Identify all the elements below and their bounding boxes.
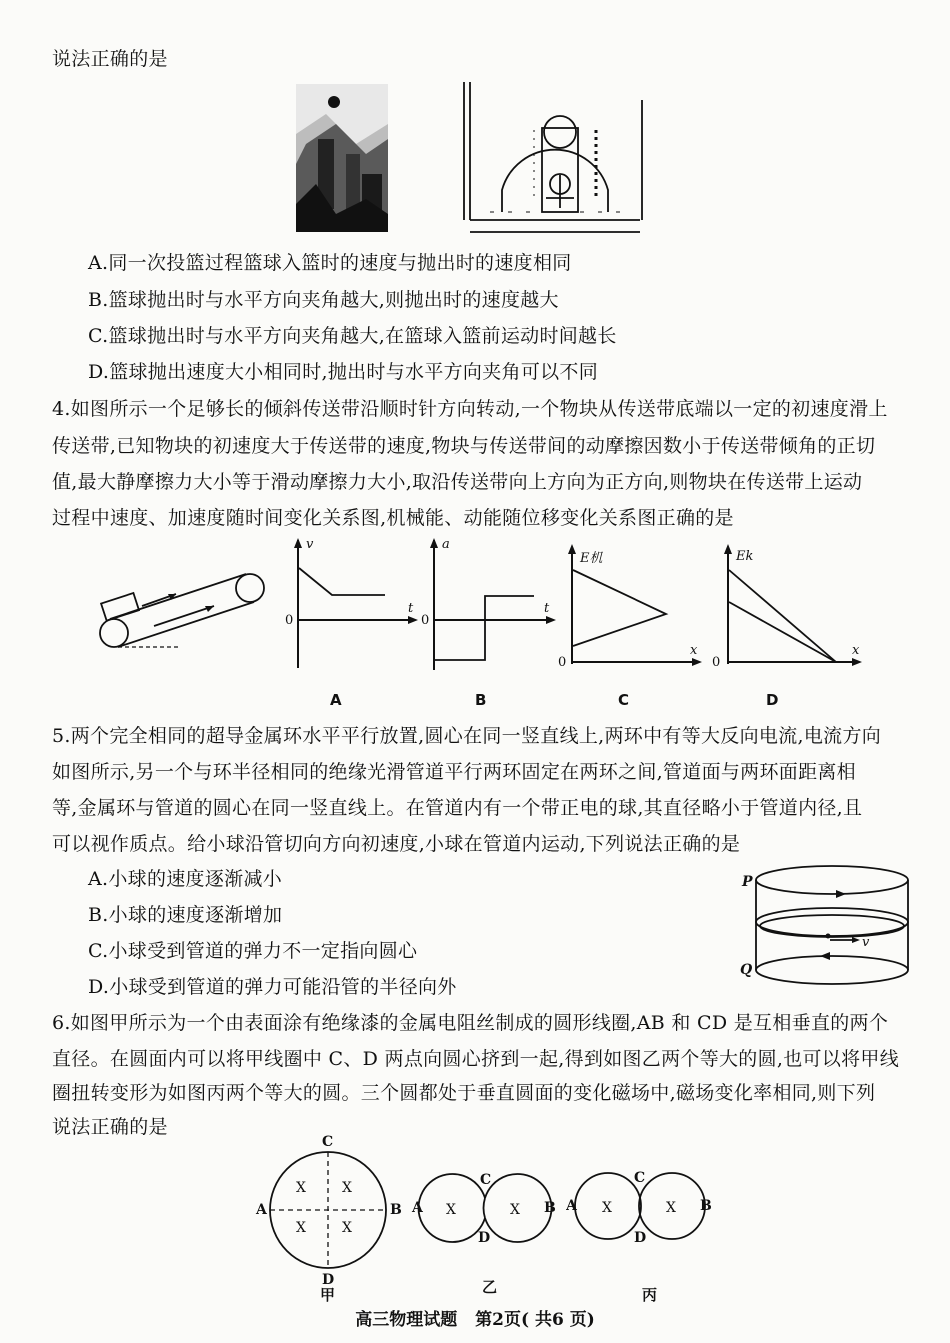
svg-text:X: X xyxy=(666,1200,676,1216)
q5-line-3: 等,金属环与管道的圆心在同一竖直线上。在管道内有一个带正电的球,其直径略小于管道内径,且 xyxy=(52,797,863,819)
svg-text:X: X xyxy=(342,1180,352,1196)
yi-caption: 乙 xyxy=(482,1278,498,1296)
graph-d xyxy=(712,540,872,670)
basketball-photo xyxy=(296,84,388,232)
q6-line-2: 直径。在圆面内可以将甲线圈中 C、D 两点向圆心挤到一起,得到如图乙两个等大的圆,也可以将甲线 xyxy=(52,1048,900,1070)
graph-b-origin: 0 xyxy=(421,613,430,628)
q4-line-2: 传送带,已知物块的初速度大于传送带的速度,物块与传送带间的动摩擦因数小于传送带倾角的正切 xyxy=(52,435,876,457)
jia-label-c: C xyxy=(322,1134,334,1150)
rings-figure xyxy=(738,862,918,992)
q6-line-4: 说法正确的是 xyxy=(52,1116,168,1138)
graph-c-xlabel: x xyxy=(690,643,698,658)
graph-d-caption: D xyxy=(766,691,779,709)
graph-a xyxy=(282,536,422,676)
svg-text:X: X xyxy=(602,1200,612,1216)
q5-option-a: A.小球的速度逐渐减小 xyxy=(88,868,283,890)
bing-label-c: C xyxy=(634,1170,646,1186)
graph-d-ylabel: Ek xyxy=(736,549,754,564)
footer-page: 第2页( 共6 页) xyxy=(475,1310,595,1330)
jia-caption: 甲 xyxy=(320,1286,336,1302)
q3-option-a: A.同一次投篮过程篮球入篮时的速度与抛出时的速度相同 xyxy=(88,252,572,274)
graph-c-ylabel: E机 xyxy=(580,551,603,566)
rings-label-p: P xyxy=(742,874,753,890)
graph-d-xlabel: x xyxy=(852,643,860,658)
graph-c-origin: 0 xyxy=(558,655,567,670)
q5-line-4: 可以视作质点。给小球沿管切向方向初速度,小球在管道内运动,下列说法正确的是 xyxy=(52,833,741,855)
graph-b xyxy=(418,536,558,681)
q4-line-3: 值,最大静摩擦力大小等于滑动摩擦力大小,取沿传送带向上方向为正方向,则物块在传送带上运动 xyxy=(52,471,863,493)
rings-label-q: Q xyxy=(740,962,753,978)
yi-label-d: D xyxy=(478,1230,491,1246)
graph-d-origin: 0 xyxy=(712,655,721,670)
yi-label-b: B xyxy=(544,1200,556,1216)
svg-text:X: X xyxy=(296,1180,306,1196)
court-diagram xyxy=(460,80,645,238)
q3-option-d: D.篮球抛出速度大小相同时,抛出时与水平方向夹角可以不同 xyxy=(88,361,599,383)
q3-option-c: C.篮球抛出时与水平方向夹角越大,在篮球入篮前运动时间越长 xyxy=(88,325,617,347)
bing-label-d: D xyxy=(634,1230,647,1246)
graph-c-caption: C xyxy=(618,691,630,709)
svg-text:X: X xyxy=(342,1220,352,1236)
q5-line-2: 如图所示,另一个与环半径相同的绝缘光滑管道平行两环固定在两环之间,管道面与两环面距离相 xyxy=(52,761,856,783)
graph-a-xlabel: t xyxy=(408,601,414,616)
q4-line-4: 过程中速度、加速度随时间变化关系图,机械能、动能随位移变化关系图正确的是 xyxy=(52,507,734,529)
q6-line-1: 6.如图甲所示为一个由表面涂有绝缘漆的金属电阻丝制成的圆形线圈,AB 和 CD 是互相垂直的两个 xyxy=(52,1012,889,1034)
graph-b-ylabel: a xyxy=(442,537,450,552)
svg-text:X: X xyxy=(510,1202,520,1218)
bing-caption: 丙 xyxy=(642,1286,658,1304)
graph-c xyxy=(558,540,708,670)
jia-label-a: A xyxy=(256,1202,267,1218)
coil-figure-jia xyxy=(250,1130,410,1302)
graph-a-ylabel: v xyxy=(306,537,314,552)
bing-label-a: A xyxy=(566,1198,577,1214)
q3-option-b: B.篮球抛出时与水平方向夹角越大,则抛出时的速度越大 xyxy=(88,289,559,311)
svg-text:X: X xyxy=(296,1220,306,1236)
graph-a-caption: A xyxy=(330,691,342,709)
jia-label-d: D xyxy=(322,1272,335,1288)
rings-label-v: v xyxy=(862,935,870,950)
conveyor-belt-figure xyxy=(98,570,273,655)
jia-label-b: B xyxy=(390,1202,402,1218)
q5-option-b: B.小球的速度逐渐增加 xyxy=(88,904,283,926)
q6-line-3: 圈扭转变形为如图丙两个等大的圆。三个圆都处于垂直圆面的变化磁场中,磁场变化率相同,则下列 xyxy=(52,1082,876,1104)
graph-a-origin: 0 xyxy=(285,613,294,628)
yi-label-c: C xyxy=(480,1172,492,1188)
graph-b-caption: B xyxy=(475,691,487,709)
svg-text:X: X xyxy=(446,1202,456,1218)
page-footer xyxy=(0,1305,950,1330)
coil-figure-yi xyxy=(410,1168,560,1303)
coil-figure-bing xyxy=(566,1166,716,1306)
graph-b-xlabel: t xyxy=(544,601,550,616)
q5-option-c: C.小球受到管道的弹力不一定指向圆心 xyxy=(88,940,418,962)
q4-line-1: 4.如图所示一个足够长的倾斜传送带沿顺时针方向转动,一个物块从传送带底端以一定的初速度滑上 xyxy=(52,398,888,420)
yi-label-a: A xyxy=(412,1200,423,1216)
intro-line: 说法正确的是 xyxy=(52,48,168,70)
q5-option-d: D.小球受到管道的弹力可能沿管的半径向外 xyxy=(88,976,457,998)
q5-line-1: 5.两个完全相同的超导金属环水平平行放置,圆心在同一竖直线上,两环中有等大反向电流,电流方向 xyxy=(52,725,882,747)
bing-label-b: B xyxy=(700,1198,712,1214)
footer-title: 高三物理试题 xyxy=(355,1310,458,1330)
